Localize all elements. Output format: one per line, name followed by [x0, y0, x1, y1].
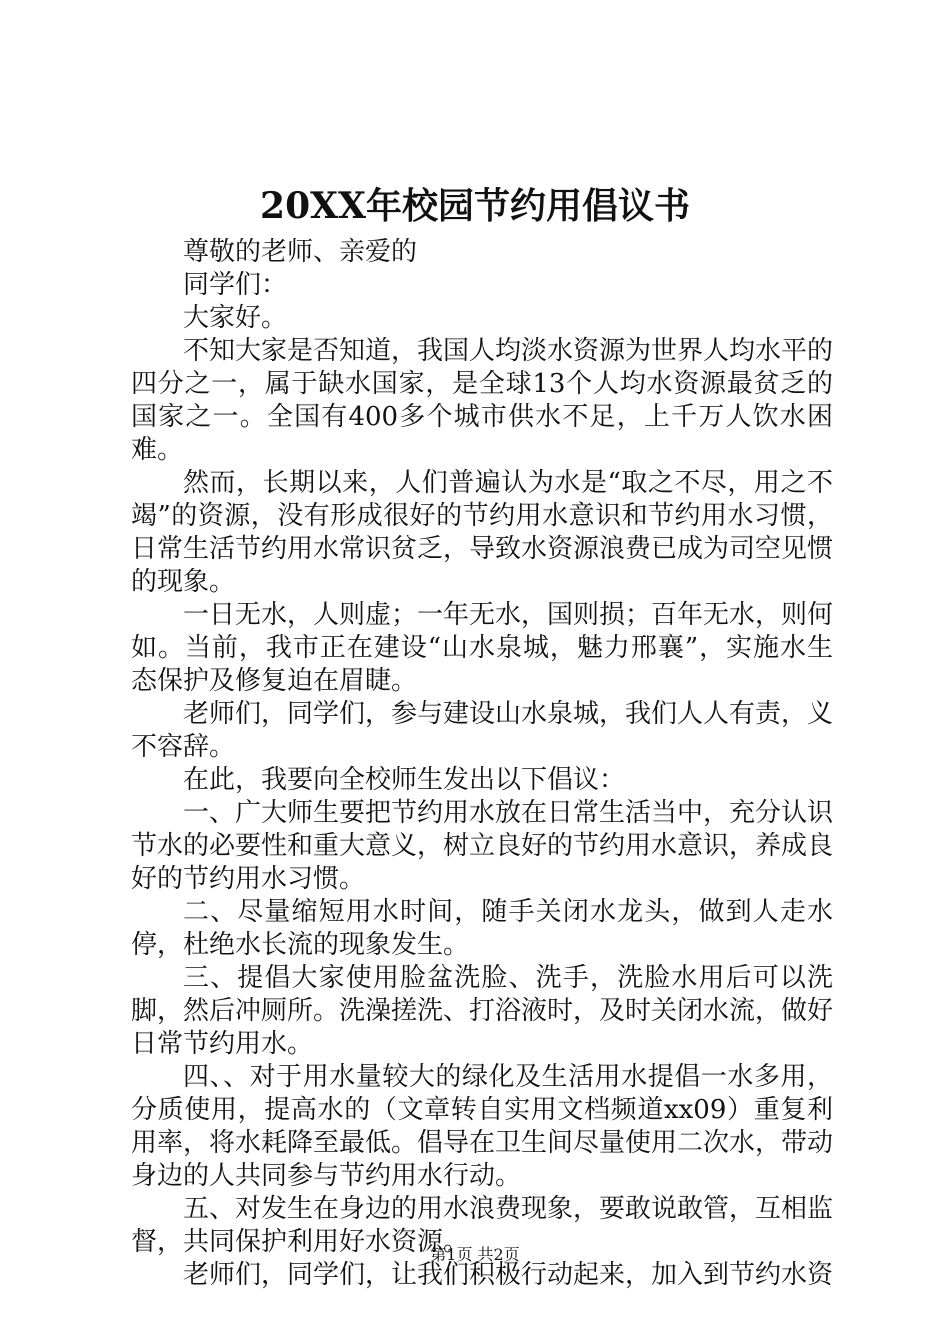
salutation-line-1: 尊敬的老师、亲爱的	[183, 237, 418, 267]
document-title: 20XX年校园节约用倡议书	[260, 185, 690, 227]
proposal-item-2: 二、尽量缩短用水时间，随手关闭水龙头，做到人走水停，杜绝水长流的现象发生。	[131, 897, 833, 960]
greeting: 大家好。	[183, 303, 288, 333]
paragraph-closing: 老师们，同学们，让我们积极行动起来，加入到节约水资	[183, 1260, 834, 1290]
salutation-line-2: 同学们：	[183, 270, 288, 300]
page-number-footer: 第1页 共2页	[430, 1245, 520, 1264]
proposal-item-5: 五、对发生在身边的用水浪费现象，要敢说敢管，互相监督，共同保护利用好水资源。	[131, 1194, 834, 1257]
paragraph-water-scarcity: 不知大家是否知道，我国人均淡水资源为世界人均水平的四分之一，属于缺水国家，是全球13个人均水资源最贫乏的国家之一。全国有400多个城市供水不足，上千万人饮水困难。	[131, 336, 834, 465]
paragraph-city-building: 一日无水，人则虚；一年无水，国则损；百年无水，则何如。当前，我市正在建设“山水泉城，魅力邢襄”，实施水生态保护及修复迫在眉睫。	[131, 600, 834, 696]
proposal-item-4: 四、、对于用水量较大的绿化及生活用水提倡一水多用，分质使用，提高水的（文章转自实用文档频道xx09）重复利用率，将水耗降至最低。倡导在卫生间尽量使用二次水，带动身边的人共同参与节约用水行动。	[131, 1062, 834, 1191]
paragraph-water-waste: 然而，长期以来，人们普遍认为水是“取之不尽，用之不竭”的资源，没有形成很好的节约用水意识和节约用水习惯，日常生活节约用水常识贫乏，导致水资源浪费已成为司空见惯的现象。	[131, 468, 834, 597]
proposal-item-1: 一、广大师生要把节约用水放在日常生活当中，充分认识节水的必要性和重大意义，树立良好的节约用水意识，养成良好的节约用水习惯。	[131, 798, 834, 894]
document-body	[131, 236, 833, 1292]
paragraph-responsibility: 老师们，同学们，参与建设山水泉城，我们人人有责，义不容辞。	[131, 699, 834, 762]
proposal-item-3: 三、提倡大家使用脸盆洗脸、洗手，洗脸水用后可以洗脚，然后冲厕所。洗澡搓洗、打浴液时，及时关闭水流，做好日常节约用水。	[131, 963, 834, 1059]
paragraph-proposal-intro: 在此，我要向全校师生发出以下倡议：	[183, 765, 626, 795]
